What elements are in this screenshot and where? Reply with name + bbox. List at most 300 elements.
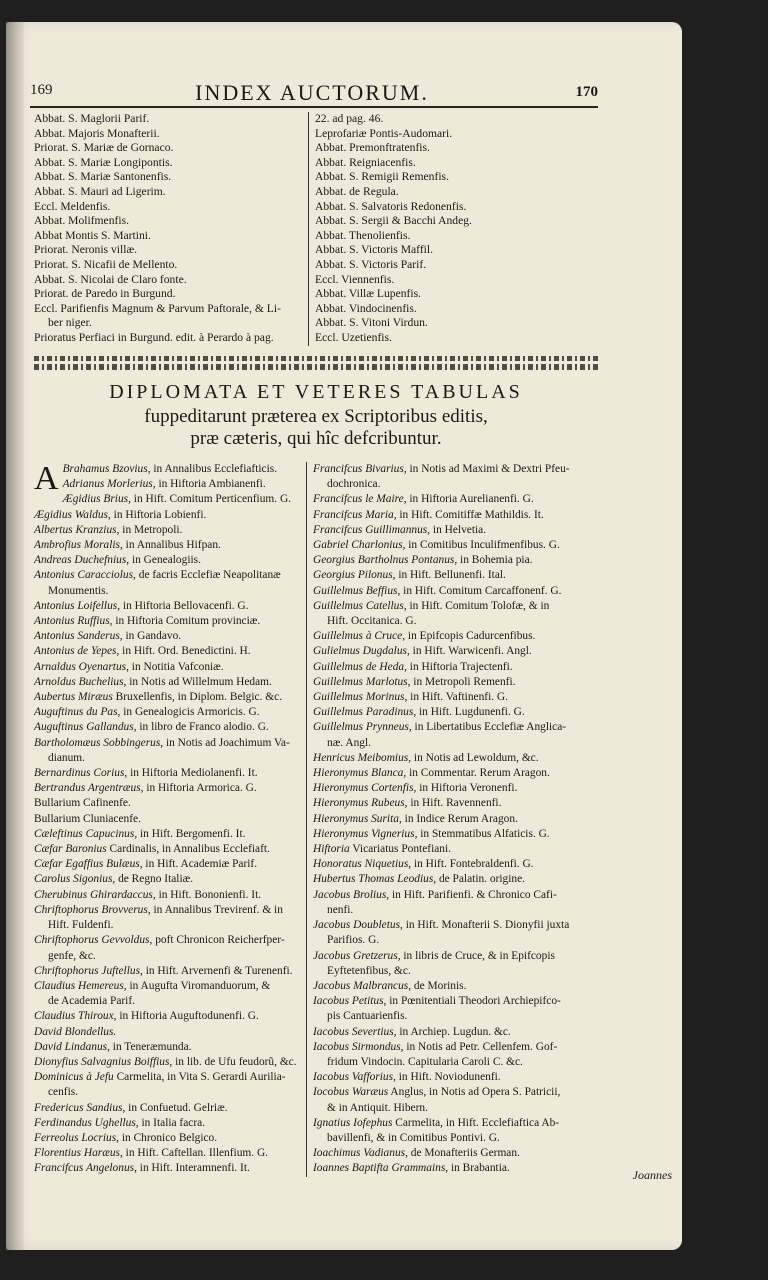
author-name: Guillelmus Prynneus <box>313 721 409 734</box>
work-reference: , poft Chronicon Reicherfper- <box>149 934 285 947</box>
work-reference: , in Hiftoria Mediolanenfi. It. <box>124 767 258 780</box>
author-name: Dionyfius Salvagnius Boiffius <box>34 1055 170 1068</box>
author-name: Guillelmus Paradinus <box>313 706 414 719</box>
author-entry <box>34 888 304 903</box>
work-reference: , in Annalibus Ecclefiafticis. <box>147 463 278 475</box>
author-entry <box>313 736 605 751</box>
author-entry <box>34 690 304 705</box>
list-item: Abbat. Reigniacenfis. <box>315 155 416 169</box>
work-reference: , in Confuetud. Gelriæ. <box>122 1101 228 1114</box>
author-entry <box>313 1009 605 1024</box>
author-entry <box>313 781 605 796</box>
drop-cap: A <box>34 460 59 497</box>
work-reference: , de Regno Italiæ. <box>112 873 194 886</box>
author-name: Antonius Loifellus <box>34 599 118 612</box>
author-entry <box>34 751 304 766</box>
author-entry <box>313 477 605 492</box>
work-reference: , in Notis ad Maximi & Dextri Pfeu- <box>403 463 570 475</box>
author-entry <box>313 568 605 583</box>
work-reference: , in Genealogiis. <box>126 554 201 567</box>
author-entry <box>313 888 605 903</box>
author-name: Jacobus Doubletus <box>313 919 400 932</box>
author-name: Honoratus Niquetius <box>313 858 409 871</box>
author-name: Claudius Hemereus <box>34 979 124 992</box>
work-reference: , in Notis ad Willelmum Hedam. <box>123 675 272 688</box>
work-reference: , in Notis ad Joachimum Va- <box>160 736 290 749</box>
work-reference: , in Hift. Ord. Benedictini. H. <box>116 645 251 658</box>
author-name: Guillelmus Marlotus <box>313 675 408 688</box>
author-entry <box>313 827 605 842</box>
work-reference: , in Hift. Parifienfi. & Chronico Cafi- <box>386 888 557 901</box>
work-reference: , in Hiftoria Auguftodunenfi. G. <box>113 1010 259 1023</box>
author-entry <box>34 857 304 872</box>
author-entry <box>313 1055 605 1070</box>
list-item: Abbat. S. Mariæ Longipontis. <box>34 155 173 169</box>
author-entry <box>313 872 605 887</box>
author-entry <box>313 751 605 766</box>
work-reference: , in Commentar. Rerum Aragon. <box>403 767 550 780</box>
author-name: Claudius Thiroux <box>34 1010 114 1023</box>
work-reference: , in Hift. Comitum Perticenfium. G. <box>128 493 292 506</box>
author-name: Antonius Caracciolus <box>34 569 134 582</box>
work-reference: , in Comitibus Inculifmenfibus. G. <box>402 539 560 552</box>
work-reference: , de facris Ecclefiæ Neapolitanæ <box>133 569 281 582</box>
author-entry <box>34 903 304 918</box>
author-entry <box>313 690 605 705</box>
work-reference: pis Cantuarienfis. <box>327 1010 408 1023</box>
author-entry <box>313 538 605 553</box>
author-entry <box>313 796 605 811</box>
author-name: Guillelmus à Cruce <box>313 630 403 643</box>
list-item: Abbat. Majoris Monafterii. <box>34 126 160 140</box>
work-reference: Anglus, in Notis ad Opera S. Patricii, <box>388 1086 561 1099</box>
section-heading-line1: DIPLOMATA ET VETERES TABULAS <box>109 381 523 403</box>
author-entry <box>313 933 605 948</box>
author-name: Chriftophorus Juftellus <box>34 964 141 977</box>
author-entry <box>34 1101 304 1116</box>
work-reference: , de Monafteriis German. <box>405 1147 520 1160</box>
work-reference: , in Stemmatibus Alfaticis. G. <box>414 827 550 840</box>
author-entry <box>313 994 605 1009</box>
work-reference: , in Libertatibus Ecclefiæ Anglica- <box>408 721 567 734</box>
author-entry <box>313 964 605 979</box>
work-reference: , in Hift. Academiæ Parif. <box>139 858 258 871</box>
work-reference: Carmelita, in Hift. Ecclefiaftica Ab- <box>392 1116 560 1129</box>
author-name: Ioachimus Vadianus <box>313 1147 406 1160</box>
work-reference: , in Hiftoria Aurelianenfi. G. <box>403 493 534 506</box>
work-reference: , in Hiftoria Veronenfi. <box>413 782 518 795</box>
author-name: Carolus Sigonius <box>34 873 113 886</box>
authors-column-right <box>306 462 605 1177</box>
list-item: Abbat. Villæ Lupenfis. <box>315 287 422 301</box>
author-name: Antonius Sanderus <box>34 630 120 643</box>
work-reference: fridum Vindocin. Capitularia Caroli C. &c. <box>327 1055 523 1068</box>
author-entry <box>34 1161 304 1176</box>
author-entry <box>34 842 304 857</box>
author-entry <box>313 903 605 918</box>
work-reference: Cardinalis, in Annalibus Ecclefiaft. <box>106 843 270 856</box>
author-entry <box>313 1070 605 1085</box>
work-reference: , in Augufta Viromanduorum, & <box>123 979 271 992</box>
author-entry <box>313 949 605 964</box>
work-reference: , in Notis ad Lewoldum, &c. <box>408 751 539 764</box>
author-entry <box>313 599 605 614</box>
author-entry <box>313 720 605 735</box>
author-name: Georgius Pilonus <box>313 569 393 582</box>
authors-column-left <box>34 462 304 1177</box>
author-entry <box>313 1101 605 1116</box>
author-entry <box>34 568 304 583</box>
work-reference: , in libro de Franco alodio. G. <box>133 721 269 734</box>
work-reference: , in Hiftoria Ambianenfi. <box>152 478 266 491</box>
author-name: Ambrofius Moralis <box>34 539 120 552</box>
author-name: Dominicus à Jefu <box>34 1071 114 1084</box>
author-name: Iacobus Petitus <box>313 995 384 1008</box>
author-name: Gabriel Charlonius <box>313 539 403 552</box>
work-reference: Bullarium Cluniacenfe. <box>34 812 141 825</box>
work-reference: , in Hift. Arvernenfi & Turenenfi. <box>140 964 293 977</box>
author-entry <box>34 538 304 553</box>
author-name: Hiftoria <box>313 843 350 856</box>
author-entry <box>313 675 605 690</box>
list-item: Abbat. S. Vitoni Virdun. <box>315 316 428 330</box>
author-name: Guillelmus Beffius <box>313 584 398 597</box>
author-entry <box>313 918 605 933</box>
work-reference: Parifios. G. <box>327 934 380 947</box>
work-reference: , in Archiep. Lugdun. &c. <box>393 1025 511 1038</box>
author-name: Cherubinus Ghirardaccus <box>34 888 153 901</box>
author-entry <box>313 766 605 781</box>
author-name: Jacobus Brolius <box>313 888 387 901</box>
work-reference: , in Hift. Lugdunenfi. G. <box>413 706 525 719</box>
work-reference: , in Hift. Comitiffæ Mathildis. It. <box>393 508 544 521</box>
author-entry <box>313 1116 605 1131</box>
author-name: Cæfar Baronius <box>34 843 107 856</box>
list-item: Abbat. Molifmenfis. <box>34 214 129 228</box>
author-name: Auguftinus Gallandus <box>34 721 134 734</box>
author-name: Andreas Duchefnius <box>34 554 127 567</box>
work-reference: , in Hiftoria Bellovacenfi. G. <box>117 599 249 612</box>
section-heading <box>30 380 602 450</box>
author-entry <box>34 553 304 568</box>
author-name: Jacobus Gretzerus <box>313 949 398 962</box>
author-entry <box>34 477 304 492</box>
work-reference: , in libris de Cruce, & in Epifcopis <box>397 949 555 962</box>
work-reference: , in Chronico Belgico. <box>116 1131 218 1144</box>
work-reference: , in Hift. Vaftinenfi. G. <box>404 691 509 704</box>
work-reference: nenfi. <box>327 903 354 916</box>
work-reference: dianum. <box>48 751 86 764</box>
author-entry <box>34 918 304 933</box>
list-item: Abbat. Premonftratenfis. <box>315 141 430 155</box>
author-name: Florentius Haræus <box>34 1147 120 1160</box>
work-reference: , in Italia facra. <box>135 1116 206 1129</box>
work-reference: , in Metropoli Remenfi. <box>407 675 516 688</box>
work-reference: , in Notitia Vafconiæ. <box>126 660 224 673</box>
work-reference: , in Hiftoria Armorica. G. <box>140 782 257 795</box>
work-reference: & in Antiquit. Hibern. <box>327 1101 428 1114</box>
author-name: Francifcus Angelonus <box>34 1162 135 1175</box>
author-name: Ioannes Baptifta Grammains <box>313 1162 446 1175</box>
list-item: Abbat. S. Sergii & Bacchi Andeg. <box>315 214 472 228</box>
author-entry <box>34 796 304 811</box>
work-reference: , in Hift. Bergomenfi. It. <box>134 827 246 840</box>
author-entry <box>34 766 304 781</box>
running-header <box>30 80 598 105</box>
author-entry <box>34 1146 304 1161</box>
author-entry <box>34 1116 304 1131</box>
section-heading-line2: fuppeditarunt præterea ex Scriptoribus editis, <box>144 406 488 427</box>
list-item: Abbat Montis S. Martini. <box>34 228 151 242</box>
author-entry <box>313 508 605 523</box>
work-reference: , in Hift. Bellunenfi. Ital. <box>392 569 506 582</box>
author-name: Fredericus Sandius <box>34 1101 123 1114</box>
author-entry <box>313 553 605 568</box>
author-entry <box>34 1009 304 1024</box>
catchword: Joannes <box>632 1168 672 1182</box>
work-reference: næ. Angl. <box>327 736 371 749</box>
work-reference: Eyftetenfibus, &c. <box>327 964 411 977</box>
author-name: Henricus Meibomius <box>313 751 409 764</box>
author-entry <box>34 1085 304 1100</box>
author-name: Auguftinus du Pas <box>34 706 118 719</box>
author-name: Antonius de Yepes <box>34 645 117 658</box>
author-name: Ignatius Iofephus <box>313 1116 393 1129</box>
work-reference: , in Notis ad Petr. Cellenfem. Gof- <box>400 1040 558 1053</box>
work-reference: , in Metropoli. <box>116 523 183 536</box>
author-name: Cæleftinus Capucinus <box>34 827 135 840</box>
author-name: Hieronymus Cortenfis <box>313 782 414 795</box>
author-name: Ferreolus Locrius <box>34 1131 117 1144</box>
author-entry <box>313 584 605 599</box>
author-name: Arnoldus Buchelius <box>34 675 124 688</box>
work-reference: , in Hift. Bononienfi. It. <box>152 888 262 901</box>
author-name: Aubertus Miræus <box>34 691 113 704</box>
author-entry <box>34 827 304 842</box>
author-name: Arnaldus Oyenartus <box>34 660 127 673</box>
list-item: Leprofariæ Pontis-Audomari. <box>315 126 453 140</box>
author-entry <box>34 964 304 979</box>
work-reference: , in Annalibus Hifpan. <box>119 539 221 552</box>
book-gutter <box>6 22 24 1250</box>
page-number-left: 169 <box>30 82 53 98</box>
author-entry <box>34 508 304 523</box>
list-item: Prioratus Perfiaci in Burgund. edit. à Perardo à pag. <box>34 330 274 344</box>
author-entry <box>313 979 605 994</box>
work-reference: , in Hiftoria Lobienfi. <box>107 508 207 521</box>
work-reference: Hift. Occitanica. G. <box>327 615 417 628</box>
author-entry <box>34 523 304 538</box>
author-name: Iacobus Severtius <box>313 1025 394 1038</box>
author-name: Gulielmus Dugdalus <box>313 645 407 658</box>
work-reference: , in Hift. Interamnenfi. It. <box>134 1162 250 1175</box>
author-entry <box>34 584 304 599</box>
work-reference: , in Brabantia. <box>445 1162 510 1175</box>
author-entry <box>313 1161 605 1176</box>
author-name: Francifcus le Maire <box>313 493 404 506</box>
author-entry <box>313 660 605 675</box>
author-name: Francifcus Maria <box>313 508 394 521</box>
work-reference: Vicariatus Pontefiani. <box>349 843 451 856</box>
author-entry <box>313 644 605 659</box>
author-entry <box>34 1070 304 1085</box>
page-title: INDEX AUCTORUM. <box>195 80 429 105</box>
author-entry <box>34 660 304 675</box>
work-reference: Bullarium Cafinenfe. <box>34 797 131 810</box>
author-entry <box>34 644 304 659</box>
author-name: Chriftophorus Brovverus <box>34 903 148 916</box>
author-name: Iocobus Waræus <box>313 1086 389 1099</box>
list-item: Eccl. Parifienfis Magnum & Parvum Paftorale, & Li- <box>34 301 281 315</box>
author-entry <box>313 523 605 538</box>
author-entry <box>313 1040 605 1055</box>
work-reference: bavillenfi, & in Comitibus Pontivi. G. <box>327 1131 500 1144</box>
work-reference: , in Epifcopis Cadurcenfibus. <box>402 630 536 643</box>
author-entry <box>34 933 304 948</box>
ornamental-divider <box>34 356 598 370</box>
author-name: Georgius Bartholnus Pontanus <box>313 554 455 567</box>
author-name: Bernardinus Corius <box>34 767 125 780</box>
author-entry <box>34 781 304 796</box>
work-reference: , in Hift. Noviodunenfi. <box>393 1071 501 1084</box>
author-name: David Lindanus <box>34 1040 108 1053</box>
work-reference: , in Helvetia. <box>427 523 487 536</box>
author-name: Adrianus Morlerius <box>62 478 153 491</box>
page-number-right: 170 <box>575 84 598 100</box>
list-item: Eccl. Viennenfis. <box>315 272 395 286</box>
work-reference: , in Hift. Fontebraldenfi. G. <box>408 858 534 871</box>
author-name: Hieronymus Vignerius <box>313 827 415 840</box>
work-reference: , in Gandavo. <box>119 630 182 643</box>
header-rule <box>30 106 598 108</box>
author-name: Brahamus Bzovius <box>62 463 148 475</box>
work-reference: , in Hift. Comitum Tolofæ, & in <box>403 599 550 612</box>
work-reference: Monumentis. <box>48 584 109 597</box>
author-entry <box>34 1055 304 1070</box>
author-name: Guillelmus de Heda <box>313 660 405 673</box>
abbey-list-left <box>34 112 304 346</box>
work-reference: Carmelita, in Vita S. Gerardi Aurilia- <box>113 1071 286 1084</box>
list-item: Abbat. S. Victoris Parif. <box>315 257 427 271</box>
list-item: Abbat. de Regula. <box>315 184 399 198</box>
author-entry <box>313 614 605 629</box>
list-item: Abbat. Thenolienfis. <box>315 228 411 242</box>
work-reference: , in lib. de Ufu feudorũ, &c. <box>169 1055 297 1068</box>
work-reference: cenfis. <box>48 1086 79 1099</box>
author-entry <box>313 842 605 857</box>
author-entry <box>34 1040 304 1055</box>
author-entry <box>34 614 304 629</box>
work-reference: genfe, &c. <box>48 949 96 962</box>
list-item: Abbat. S. Maglorii Parif. <box>34 112 150 125</box>
work-reference: Hift. Fuldenfi. <box>48 919 114 932</box>
author-entry <box>34 720 304 735</box>
author-name: Ægidius Brius <box>62 493 129 506</box>
author-name: Cæfar Egaffius Bulæus <box>34 858 140 871</box>
section-heading-line3: præ cæteris, qui hîc defcribuntur. <box>190 428 442 449</box>
author-entry <box>34 675 304 690</box>
author-entry <box>34 949 304 964</box>
author-entry <box>313 812 605 827</box>
list-item: Abbat. S. Remigii Remenfis. <box>315 170 449 184</box>
list-item: ber niger. <box>48 316 92 330</box>
work-reference: , in Bohemia pia. <box>454 554 533 567</box>
list-item: 22. ad pag. 46. <box>315 112 384 125</box>
author-entry <box>313 492 605 507</box>
work-reference: , in Teneræmunda. <box>107 1040 192 1053</box>
author-name: Hieronymus Surita <box>313 812 399 825</box>
author-entry <box>313 629 605 644</box>
work-reference: , de Palatin. origine. <box>433 873 525 886</box>
list-item: Priorat. Neronis villæ. <box>34 243 138 257</box>
author-name: Hieronymus Rubeus <box>313 797 405 810</box>
author-name: Ferdinandus Ughellus <box>34 1116 136 1129</box>
author-entry <box>313 857 605 872</box>
abbey-list-right <box>308 112 603 346</box>
author-name: Hubertus Thomas Leodius <box>313 873 434 886</box>
author-entry <box>34 599 304 614</box>
author-name: Jacobus Malbrancus <box>313 979 409 992</box>
author-name: Guillelmus Morinus <box>313 691 405 704</box>
work-reference: , in Hiftoria Trajectenfi. <box>404 660 513 673</box>
work-reference: , in Genealogicis Armoricis. G. <box>117 706 260 719</box>
author-entry <box>34 872 304 887</box>
list-item: Abbat. S. Mauri ad Ligerim. <box>34 184 166 198</box>
work-reference: , in Hiftoria Comitum provinciæ. <box>109 615 261 628</box>
list-item: Abbat. S. Nicolai de Claro fonte. <box>34 272 187 286</box>
author-entry <box>313 462 605 477</box>
list-item: Abbat. S. Victoris Maffil. <box>315 243 434 257</box>
work-reference: dochronica. <box>327 478 381 491</box>
author-entry <box>34 736 304 751</box>
author-entry <box>34 979 304 994</box>
author-name: Bartholomæus Sobbingerus <box>34 736 161 749</box>
author-name: Francifcus Bivarius <box>313 463 404 475</box>
author-name: Ægidius Waldus <box>34 508 108 521</box>
author-entry <box>313 1131 605 1146</box>
author-entry <box>34 1131 304 1146</box>
work-reference: , in Hift. Monafterii S. Dionyfii juxta <box>400 919 570 932</box>
work-reference: , in Hift. Caftellan. Illenfium. G. <box>119 1147 269 1160</box>
author-name: Albertus Kranzius <box>34 523 117 536</box>
author-name: Antonius Ruffius <box>34 615 110 628</box>
author-name: Guillelmus Catellus <box>313 599 404 612</box>
work-reference: , in Hift. Warwicenfi. Angl. <box>406 645 532 658</box>
list-item: Eccl. Uzetienfis. <box>315 330 392 344</box>
list-item: Priorat. de Paredo in Burgund. <box>34 287 176 301</box>
list-item: Abbat. S. Mariæ Santonenfis. <box>34 170 172 184</box>
work-reference: , in Hift. Ravennenfi. <box>404 797 502 810</box>
work-reference: , in Indice Rerum Aragon. <box>398 812 518 825</box>
work-reference: de Academia Parif. <box>48 995 135 1008</box>
author-name: Hieronymus Blanca <box>313 767 404 780</box>
author-entry <box>34 492 304 507</box>
work-reference: , de Morinis. <box>408 979 467 992</box>
author-entry <box>34 705 304 720</box>
work-reference: , in Annalibus Trevirenf. & in <box>147 903 283 916</box>
list-item: Eccl. Meldenfis. <box>34 199 111 213</box>
list-item: Priorat. S. Nicafii de Mellento. <box>34 257 178 271</box>
list-item: Priorat. S. Mariæ de Gornaco. <box>34 141 174 155</box>
work-reference: , in Pœnitentiali Theodori Archiepifco- <box>383 995 561 1008</box>
author-name: Iacobus Sirmondus <box>313 1040 401 1053</box>
author-entry <box>34 994 304 1009</box>
author-name: Bertrandus Argentræus <box>34 782 141 795</box>
author-entry <box>34 812 304 827</box>
author-entry <box>34 1025 304 1040</box>
author-entry <box>313 705 605 720</box>
author-entry <box>313 1146 605 1161</box>
